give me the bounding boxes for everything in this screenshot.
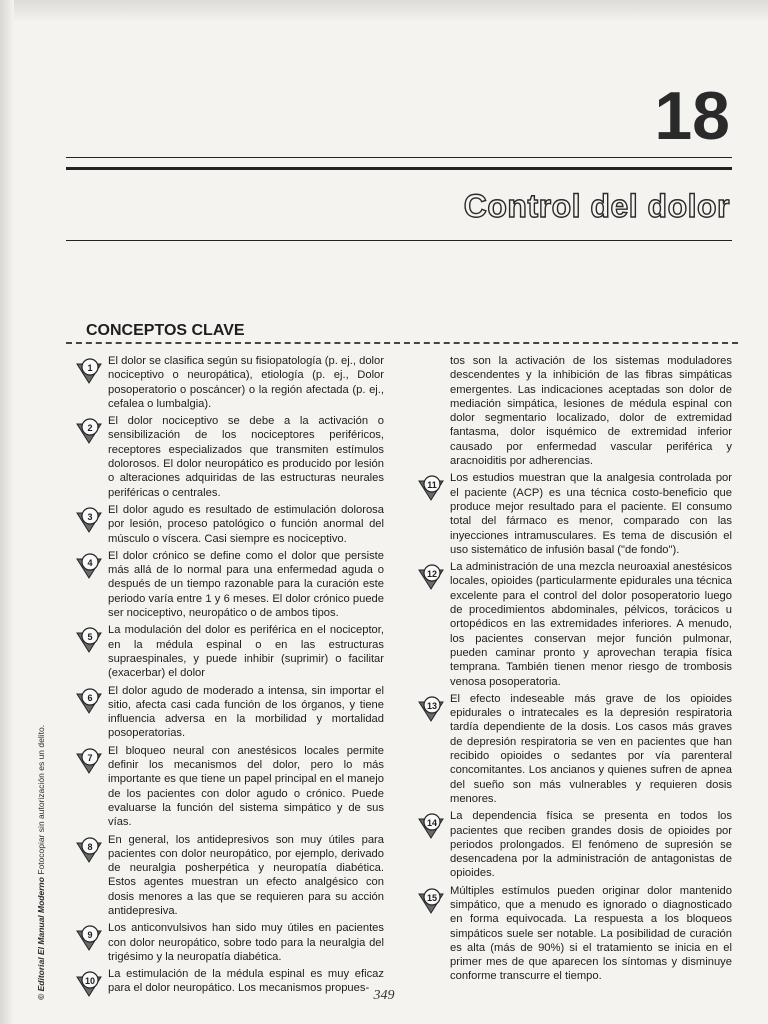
left-column	[72, 354, 384, 999]
key-concept-text: La modulación del dolor es periférica en el nociceptor, en la médula espinal o en las estructuras supraespinales, y puede inhibir (suprimir) o facilitar (exacerbar) el dolor	[108, 624, 384, 680]
copyright-publisher: © Editorial El Manual Moderno	[36, 877, 46, 1000]
key-concept	[414, 471, 732, 557]
key-concept	[72, 744, 384, 830]
key-concept	[72, 354, 384, 411]
chapter-number: 18	[654, 78, 730, 154]
key-concept-text: La dependencia física se presenta en todos los pacientes que reciben grandes dosis de opioides por periodos prolongados. El fenómeno de supresión se desencadena por la administración de antagonistas de opioides.	[450, 810, 732, 880]
key-concept-icon: 5	[74, 625, 104, 655]
key-concept-text: Los estudios muestran que la analgesia controlada por el paciente (ACP) es una técnica costo-beneficio que produce mejor resultado para el paciente. El consumo total del fármaco es menor, comparado con las inyecciones intramusculares. Es tema de discusión el uso sistemático de infusión basal ("de fondo").	[450, 472, 732, 556]
key-concept-text: La estimulación de la médula espinal es muy eficaz para el dolor neuropático. Los mecanismos propues-	[108, 968, 384, 995]
key-concept	[72, 684, 384, 741]
page-binding-shadow	[0, 0, 14, 1024]
key-concept	[72, 503, 384, 546]
key-concept-icon: 6	[74, 686, 104, 716]
key-concept-text: El dolor se clasifica según su fisiopatología (p. ej., dolor nociceptivo o neuropática), etiología (p. ej., Dolor posoperatorio o poscáncer) o la región afectada (p. ej., cefalea o lumbalgia).	[108, 355, 384, 410]
key-concept	[72, 549, 384, 620]
section-heading: CONCEPTOS CLAVE	[86, 322, 245, 339]
header-rule-thick	[66, 167, 732, 170]
key-concept	[414, 884, 732, 984]
key-concept-icon: 15	[416, 886, 446, 916]
key-concept-text: El dolor nociceptivo se debe a la activación o sensibilización de los nociceptores periféricos, receptores especializados que transmiten estímulos dolorosos. El dolor neuropático es producido por lesión o alteraciones adquiridas de las estructuras neurales periféricas o centrales.	[108, 415, 384, 499]
key-concept	[414, 692, 732, 806]
key-concept-icon: 10	[74, 969, 104, 999]
key-concept-icon: 8	[74, 835, 104, 865]
key-concept-icon: 9	[74, 923, 104, 953]
header-rule-bottom	[66, 240, 732, 241]
key-concept-text: El dolor crónico se define como el dolor que persiste más allá de lo normal para una enfermedad aguda o después de un tiempo razonable para la curación este periodo varía entre 1 y 6 meses. El dolor crónico puede ser nociceptivo, neuropático o de ambos tipos.	[108, 549, 384, 620]
key-concept	[72, 833, 384, 919]
key-concept	[414, 809, 732, 880]
key-concept-icon: 14	[416, 811, 446, 841]
key-concept-text: La administración de una mezcla neuroaxial anestésicos locales, opioides (particularmente epidurales una técnica excelente para el control del dolor posoperatorio luego de procedimientos abdominales, pélvicos, torácicos u ortopédicos en las extremidades inferiores. A menudo, los pacientes conservan mejor función pulmonar, pueden caminar pronto y aprovechan terapia física temprana. También tienen menor riesgo de trombosis venosa posoperatoria.	[450, 561, 732, 688]
section-dashed-rule	[66, 342, 738, 344]
key-concept-text: El efecto indeseable más grave de los opioides epidurales o intratecales es la depresión respiratoria tardía dependiente de la dosis. Los casos más graves de depresión respiratoria se ven en pacientes que han recibido opioides o sedantes por vía parenteral concomitantes. Los ancianos y quienes sufren de apnea del sueño son más vulnerables y requieren dosis menores.	[450, 692, 732, 805]
header-rule-top	[66, 157, 732, 158]
key-concept-icon: 3	[74, 505, 104, 535]
key-concept-icon: 12	[416, 562, 446, 592]
key-concept-text: En general, los antidepresivos son muy útiles para pacientes con dolor neuropático, por ejemplo, derivado de neuralgia posherpética y neuropatía diabética. Estos agentes muestran un efecto analgésico con dosis menores a las que se requieren para su acción antidepresiva.	[108, 833, 384, 917]
key-concept-continuation	[414, 354, 732, 468]
page-edge-shadow	[0, 0, 768, 22]
key-concept-icon: 2	[74, 416, 104, 446]
key-concept-icon: 1	[74, 356, 104, 386]
key-concept-icon: 11	[416, 473, 446, 503]
copyright-notice	[36, 724, 46, 1000]
copyright-warning: Fotocopiar sin autorización es un delito.	[36, 724, 46, 878]
right-column	[414, 354, 732, 987]
key-concept	[72, 921, 384, 964]
page-number: 349	[373, 988, 395, 1003]
key-concept-icon: 4	[74, 551, 104, 581]
key-concept-text: El dolor agudo es resultado de estimulación dolorosa por lesión, proceso patológico o función anormal del músculo o víscera. Casi siempre es nociceptivo.	[108, 503, 384, 545]
key-concept-text: El bloqueo neural con anestésicos locales permite definir los mecanismos del dolor, pero lo más importante es que tiene un papel principal en el manejo de los pacientes con dolor agudo o crónico. Puede evaluarse la función del sistema simpático y de sus vías.	[108, 744, 384, 829]
key-concept-text: Múltiples estímulos pueden originar dolor mantenido simpático, que a menudo es ignorado o diagnosticado en forma equivocada. La respuesta a los bloqueos simpáticos suele ser notable. La posibilidad de curación es alta (más de 90%) si el tratamiento se inicia en el primer mes de que aparecen los síntomas y disminuye conforme transcurre el tiempo.	[450, 884, 732, 983]
key-concept-icon: 13	[416, 694, 446, 724]
key-concept-text: tos son la activación de los sistemas moduladores descendentes y la inhibición de las fibras simpáticas emergentes. Las indicaciones aceptadas son dolor de mediación simpática, lesiones de médula espinal con dolor segmentario localizado, dolor de extremidad fantasma, dolor isquémico de extremidad inferior causado por enfermedad vascular periférica y aracnoiditis por adherencias.	[450, 355, 732, 468]
key-concept	[72, 623, 384, 680]
key-concept	[414, 560, 732, 689]
chapter-title: Control del dolor	[463, 188, 730, 224]
key-concept-text: Los anticonvulsivos han sido muy útiles en pacientes con dolor neuropático, sobre todo para la neuralgia del trigésimo y la neuropatía diabética.	[108, 922, 384, 963]
key-concept-icon: 7	[74, 746, 104, 776]
key-concept-text: El dolor agudo de moderado a intensa, sin importar el sitio, afecta casi cada función de los órganos, y tiene influencia adversa en la morbilidad y mortalidad posoperatorias.	[108, 684, 384, 740]
key-concept	[72, 414, 384, 500]
